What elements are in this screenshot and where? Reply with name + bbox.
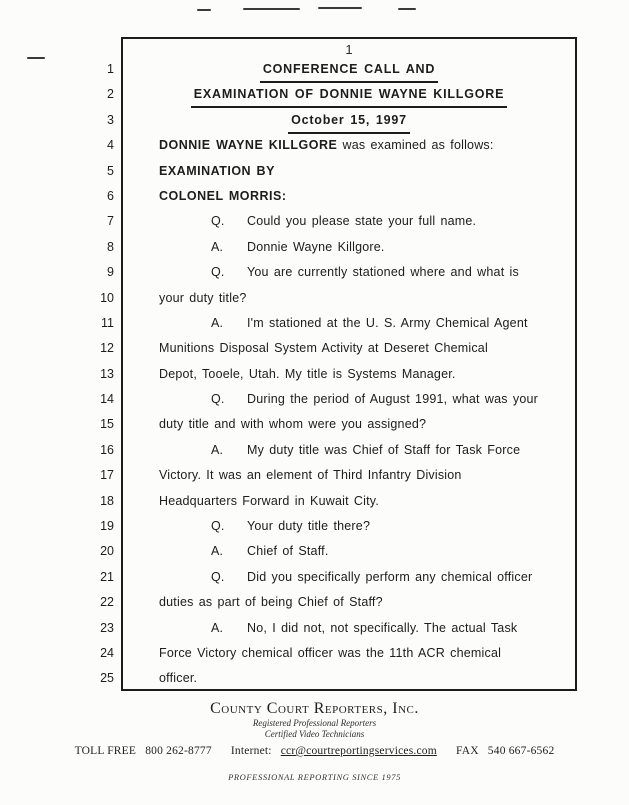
transcript-line bbox=[0, 57, 629, 82]
line-number: 4 bbox=[107, 138, 114, 153]
scan-artifact bbox=[318, 7, 362, 9]
line-number: 3 bbox=[107, 112, 114, 127]
title-text: EXAMINATION OF DONNIE WAYNE KILLGORE bbox=[191, 83, 508, 108]
line-text: your duty title? bbox=[159, 290, 247, 305]
line-text: A. My duty title was Chief of Staff for Task Force bbox=[159, 438, 571, 463]
line-text bbox=[121, 82, 577, 107]
line-text: Headquarters Forward in Kuwait City. bbox=[159, 493, 379, 508]
line-number: 19 bbox=[100, 519, 114, 534]
line-text: duties as part of being Chief of Staff? bbox=[159, 595, 383, 610]
line-number: 1 bbox=[107, 62, 114, 76]
qa-prefix: A. bbox=[211, 315, 224, 330]
transcript-line bbox=[0, 387, 629, 412]
transcript-line bbox=[0, 235, 629, 260]
line-number: 24 bbox=[100, 645, 114, 660]
line-text: Q. Did you specifically perform any chemical officer bbox=[159, 565, 571, 590]
line-text: Victory. It was an element of Third Infantry Division bbox=[159, 468, 462, 483]
transcript-line bbox=[0, 108, 629, 133]
line-number: 20 bbox=[100, 544, 114, 559]
line-text: Q. Could you please state your full name. bbox=[159, 209, 571, 234]
line-number: 5 bbox=[107, 163, 114, 178]
line-text: Q. You are currently stationed where and what is bbox=[159, 260, 571, 285]
line-text: duty title and with whom were you assigned? bbox=[159, 417, 427, 432]
tagline-registered: Registered Professional Reporters bbox=[252, 718, 377, 728]
title-text: October 15, 1997 bbox=[288, 109, 410, 134]
scan-artifact bbox=[398, 8, 416, 10]
qa-prefix: Q. bbox=[211, 569, 225, 584]
transcript-line bbox=[0, 565, 629, 590]
line-number: 7 bbox=[107, 214, 114, 229]
qa-prefix: A. bbox=[211, 239, 224, 254]
qa-prefix: Q. bbox=[211, 214, 225, 229]
transcript-line bbox=[0, 514, 629, 539]
email-address: ccr@courtreportingservices.com bbox=[280, 745, 437, 757]
line-text: A. I'm stationed at the U. S. Army Chemical Agent bbox=[159, 311, 571, 336]
transcript-line bbox=[0, 159, 629, 184]
contact-line bbox=[0, 745, 629, 757]
transcript-line bbox=[0, 336, 629, 361]
transcript-line bbox=[0, 184, 629, 209]
page-number: 1 bbox=[345, 42, 353, 57]
line-text: A. No, I did not, not specifically. The actual Task bbox=[159, 616, 571, 641]
transcript-line bbox=[0, 311, 629, 336]
tagline-certified: Certified Video Technicians bbox=[264, 728, 365, 739]
internet-label: Internet: bbox=[230, 745, 272, 757]
line-number: 18 bbox=[100, 493, 114, 508]
line-number: 23 bbox=[100, 620, 114, 635]
fax-label: FAX bbox=[455, 745, 479, 757]
line-text: Q. During the period of August 1991, what was your bbox=[159, 387, 571, 412]
toll-free-label: TOLL FREE bbox=[74, 745, 137, 757]
line-number: 12 bbox=[100, 341, 114, 356]
line-text: Depot, Tooele, Utah. My title is Systems Manager. bbox=[159, 366, 456, 381]
transcript-lines bbox=[0, 57, 629, 692]
transcript-line bbox=[0, 590, 629, 615]
line-number: 13 bbox=[100, 366, 114, 381]
line-number: 14 bbox=[100, 392, 114, 407]
line-number: 15 bbox=[100, 417, 114, 432]
line-text: officer. bbox=[159, 671, 198, 686]
qa-prefix: A. bbox=[211, 544, 224, 559]
line-text: Force Victory chemical officer was the 11th ACR chemical bbox=[159, 645, 502, 660]
transcript-line bbox=[0, 286, 629, 311]
qa-prefix: Q. bbox=[211, 519, 225, 534]
company-name: County Court Reporters, Inc. bbox=[210, 700, 419, 717]
title-text: CONFERENCE CALL AND bbox=[260, 58, 438, 83]
line-text: Munitions Disposal System Activity at Deseret Chemical bbox=[159, 341, 488, 356]
line-text bbox=[121, 108, 577, 133]
transcript-line bbox=[0, 362, 629, 387]
line-number: 16 bbox=[100, 442, 114, 457]
transcript-line bbox=[0, 641, 629, 666]
line-number: 10 bbox=[100, 290, 114, 305]
line-number: 9 bbox=[107, 265, 114, 280]
transcript-line bbox=[0, 260, 629, 285]
transcript-line bbox=[0, 666, 629, 691]
scan-artifact bbox=[197, 9, 211, 11]
transcript-line bbox=[0, 463, 629, 488]
line-text: COLONEL MORRIS: bbox=[159, 188, 287, 203]
transcript-line bbox=[0, 209, 629, 234]
line-number: 21 bbox=[100, 569, 114, 584]
qa-prefix: Q. bbox=[211, 392, 225, 407]
line-number: 25 bbox=[100, 671, 114, 686]
transcript-line bbox=[0, 412, 629, 437]
toll-free-number: 800 262-8777 bbox=[145, 745, 212, 757]
qa-prefix: Q. bbox=[211, 265, 225, 280]
line-number: 22 bbox=[100, 595, 114, 610]
qa-prefix: A. bbox=[211, 620, 224, 635]
line-text: DONNIE WAYNE KILLGORE was examined as follows: bbox=[159, 138, 494, 153]
line-text: A. Chief of Staff. bbox=[159, 539, 571, 564]
scan-artifact bbox=[243, 8, 300, 10]
line-text bbox=[121, 57, 577, 82]
line-number: 8 bbox=[107, 239, 114, 254]
since-line: PROFESSIONAL REPORTING SINCE 1975 bbox=[228, 772, 401, 782]
line-text: EXAMINATION BY bbox=[159, 163, 275, 178]
line-text: Q. Your duty title there? bbox=[159, 514, 571, 539]
speaker-name: DONNIE WAYNE KILLGORE bbox=[159, 138, 338, 153]
transcript-line bbox=[0, 489, 629, 514]
reporter-footer bbox=[0, 700, 629, 782]
line-number: 11 bbox=[101, 315, 114, 330]
line-number: 2 bbox=[107, 87, 114, 102]
line-number: 17 bbox=[100, 468, 114, 483]
fax-number: 540 667-6562 bbox=[487, 745, 555, 757]
line-number: 6 bbox=[107, 188, 114, 203]
transcript-line bbox=[0, 539, 629, 564]
transcript-line bbox=[0, 438, 629, 463]
qa-prefix: A. bbox=[211, 442, 224, 457]
transcript-line bbox=[0, 133, 629, 158]
transcript-line bbox=[0, 82, 629, 107]
line-text: A. Donnie Wayne Killgore. bbox=[159, 235, 571, 260]
transcript-line bbox=[0, 616, 629, 641]
